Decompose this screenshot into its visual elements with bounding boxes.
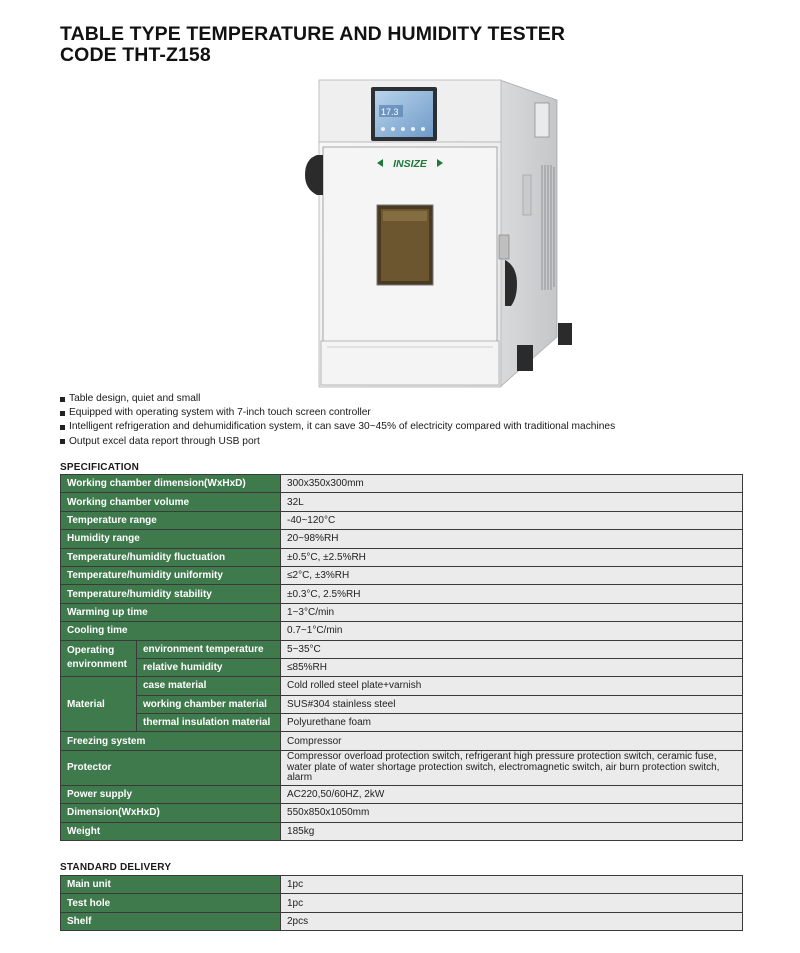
spec-label: Freezing system	[61, 732, 281, 750]
feature-item: Equipped with operating system with 7-inch touch screen controller	[60, 406, 780, 420]
feature-list	[60, 392, 780, 449]
spec-label: Temperature/humidity fluctuation	[61, 548, 281, 566]
spec-group-label: Operating environment	[61, 640, 137, 677]
feature-item: Intelligent refrigeration and dehumidification system, it can save 30~45% of electricity compared with traditional machines	[60, 420, 780, 434]
spec-label: Temperature range	[61, 511, 281, 529]
specification-table	[60, 474, 743, 841]
spec-group-label: Material	[61, 677, 137, 732]
spec-value: 32L	[281, 493, 743, 511]
table-row	[61, 475, 743, 493]
spec-sublabel: case material	[137, 677, 281, 695]
table-row	[61, 714, 743, 732]
product-image	[295, 75, 595, 395]
feature-item: Table design, quiet and small	[60, 392, 780, 406]
spec-value: 300x350x300mm	[281, 475, 743, 493]
spec-value: SUS#304 stainless steel	[281, 695, 743, 713]
table-row	[61, 894, 743, 912]
delivery-label: Test hole	[61, 894, 281, 912]
table-row	[61, 804, 743, 822]
spec-value: AC220,50/60HZ, 2kW	[281, 785, 743, 803]
brand-logo: INSIZE	[393, 158, 427, 170]
table-row	[61, 695, 743, 713]
table-row	[61, 785, 743, 803]
spec-label: Power supply	[61, 785, 281, 803]
table-row	[61, 493, 743, 511]
spec-value: ≤2°C, ±3%RH	[281, 566, 743, 584]
spec-value: 0.7~1°C/min	[281, 622, 743, 640]
spec-label: Warming up time	[61, 603, 281, 621]
table-row	[61, 677, 743, 695]
table-row	[61, 658, 743, 676]
spec-sublabel: working chamber material	[137, 695, 281, 713]
table-row	[61, 548, 743, 566]
spec-label: Temperature/humidity stability	[61, 585, 281, 603]
table-row	[61, 640, 743, 658]
spec-value: 20~98%RH	[281, 530, 743, 548]
table-row	[61, 603, 743, 621]
spec-value: ±0.5°C, ±2.5%RH	[281, 548, 743, 566]
screen-reading: 17.3	[381, 107, 399, 117]
spec-value: Compressor overload protection switch, refrigerant high pressure protection switch, ceramic fuse, water plate of water shortage protection switch, electromagnetic switch, air burn protection switch, alarm	[281, 750, 743, 785]
delivery-value: 1pc	[281, 894, 743, 912]
page-title	[60, 24, 760, 66]
spec-sublabel: relative humidity	[137, 658, 281, 676]
table-row	[61, 530, 743, 548]
spec-value: 550x850x1050mm	[281, 804, 743, 822]
delivery-label: Main unit	[61, 876, 281, 894]
feature-item: Output excel data report through USB port	[60, 435, 780, 449]
bullet-square-icon	[60, 411, 65, 416]
table-row	[61, 622, 743, 640]
bullet-square-icon	[60, 425, 65, 430]
spec-sublabel: thermal insulation material	[137, 714, 281, 732]
table-row	[61, 822, 743, 840]
spec-value: ±0.3°C, 2.5%RH	[281, 585, 743, 603]
bullet-square-icon	[60, 397, 65, 402]
spec-value: ≤85%RH	[281, 658, 743, 676]
spec-label: Cooling time	[61, 622, 281, 640]
spec-sublabel: environment temperature	[137, 640, 281, 658]
spec-label: Protector	[61, 750, 281, 785]
table-row	[61, 732, 743, 750]
table-row	[61, 750, 743, 785]
spec-value: -40~120°C	[281, 511, 743, 529]
table-row	[61, 566, 743, 584]
table-row	[61, 876, 743, 894]
spec-value: 185kg	[281, 822, 743, 840]
spec-value: 5~35°C	[281, 640, 743, 658]
delivery-label: Shelf	[61, 912, 281, 930]
spec-value: Compressor	[281, 732, 743, 750]
spec-label: Temperature/humidity uniformity	[61, 566, 281, 584]
spec-label: Weight	[61, 822, 281, 840]
table-row	[61, 912, 743, 930]
spec-label: Humidity range	[61, 530, 281, 548]
specification-heading: SPECIFICATION	[60, 462, 140, 473]
table-row	[61, 585, 743, 603]
spec-value: Polyurethane foam	[281, 714, 743, 732]
delivery-value: 2pcs	[281, 912, 743, 930]
title-line-2: CODE THT-Z158	[60, 44, 211, 66]
standard-delivery-heading: STANDARD DELIVERY	[60, 862, 172, 873]
bullet-square-icon	[60, 439, 65, 444]
spec-label: Working chamber volume	[61, 493, 281, 511]
spec-label: Working chamber dimension(WxHxD)	[61, 475, 281, 493]
title-line-1: TABLE TYPE TEMPERATURE AND HUMIDITY TESTER	[60, 23, 566, 45]
delivery-value: 1pc	[281, 876, 743, 894]
table-row	[61, 511, 743, 529]
spec-value: 1~3°C/min	[281, 603, 743, 621]
spec-value: Cold rolled steel plate+varnish	[281, 677, 743, 695]
spec-label: Dimension(WxHxD)	[61, 804, 281, 822]
standard-delivery-table	[60, 875, 743, 931]
